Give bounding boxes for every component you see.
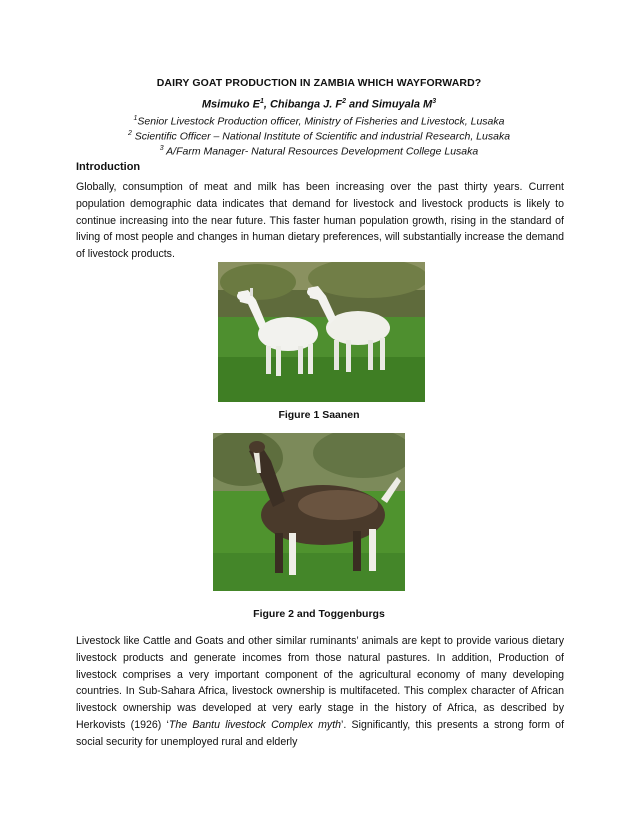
figure-2-caption: Figure 2 and Toggenburgs <box>253 608 385 620</box>
author-line <box>0 98 638 111</box>
author-3-sup: 3 <box>432 98 437 105</box>
author-1-sup: 1 <box>259 98 264 105</box>
saanen-goats-illustration <box>218 262 425 402</box>
affiliation-1 <box>0 115 638 128</box>
affiliation-3-text: A/Farm Manager- Natural Resources Development College Lusaka <box>163 145 479 158</box>
author-2: , Chibanga J. F <box>263 98 343 111</box>
introduction-paragraph: Globally, consumption of meat and milk has been increasing over the past thirty years. Current population demographic data indicates that demand for livestock and livestock products is likely to continue increasing into the near future. This faster human population growth, rising in the standard of living of most people and changes in human dietary preferences, will substantially increase the demand of livestock products. <box>76 181 564 261</box>
affiliation-3-sup: 3 <box>159 145 164 152</box>
author-1: Msimuko E <box>201 98 260 111</box>
author-3: and Simuyala M <box>346 98 433 111</box>
affiliation-2 <box>0 130 638 143</box>
figure-1-saanen-photo <box>218 262 425 402</box>
affiliation-2-text: Scientific Officer – National Institute of Scientific and industrial Research, Lusaka <box>131 130 511 143</box>
document-title: DAIRY GOAT PRODUCTION IN ZAMBIA WHICH WAYFORWARD? <box>156 77 482 89</box>
affiliation-2-sup: 2 <box>127 130 132 137</box>
toggenburg-goat-illustration <box>213 433 405 591</box>
introduction-heading: Introduction <box>76 161 141 173</box>
body-paragraph-text-1: Livestock like Cattle and Goats and other similar ruminants’ animals are kept to provide various dietary livestock products and generate incomes from those natural pastures. In addition, Production of livestock comprises a very important component of the agricultural economy of many developing countries. In Sub-Sahara Africa, livestock ownership is multifaceted. This complex character of African livestock ownership was developed at very early stage in the history of Africa, as described by Herkovists (1926) ‘ <box>76 635 564 731</box>
figure-2-toggenburg-photo <box>213 433 405 591</box>
affiliation-1-sup: 1 <box>133 115 138 122</box>
body-paragraph <box>76 633 564 751</box>
body-paragraph-italic: The Bantu livestock Complex myth <box>168 718 342 731</box>
affiliation-1-text: Senior Livestock Production officer, Ministry of Fisheries and Livestock, Lusaka <box>137 115 505 128</box>
author-2-sup: 2 <box>342 98 346 105</box>
affiliation-3 <box>0 145 638 158</box>
body-paragraph-text-2: ’. Significantly, this presents a strong form of social security for unemployed rural and elderly <box>76 718 565 748</box>
figure-1-caption: Figure 1 Saanen <box>278 409 360 421</box>
